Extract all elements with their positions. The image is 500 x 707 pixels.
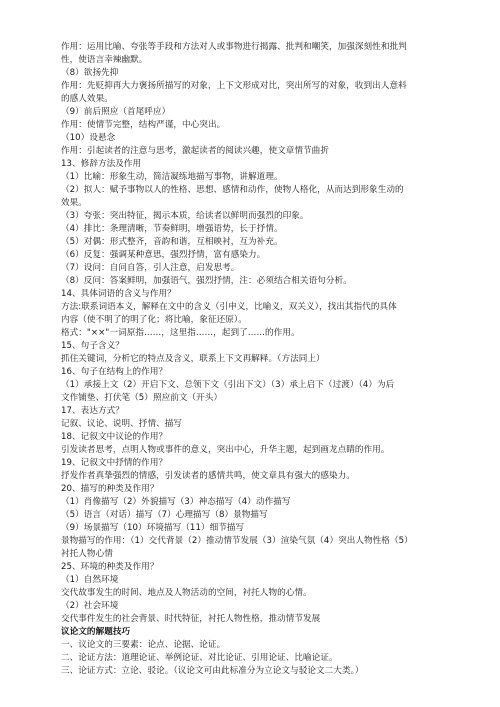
list-item: （1）肖像描写（2）外貌描写（3）神态描写（4）动作描写	[61, 497, 291, 507]
list-item: （4）排比：条理清晰，节奏鲜明，增强语势，长于抒情。	[61, 224, 283, 234]
text-line: 记叙、议论、说明、抒情、描写	[61, 419, 183, 429]
text-line: 作用：引起读者的注意与思考，激起读者的阅读兴趣，使文章情节曲折	[61, 146, 329, 156]
list-item: （3）夸张：突出特征，揭示本质，给读者以鲜明而强烈的印象。	[61, 211, 309, 221]
text-line: 三、论证方式：立论、驳论。（议论文可由此标准分为立论文与驳论文二大类。）	[61, 666, 364, 676]
section-heading: 14、具体词语的含义与作用？	[61, 289, 176, 299]
list-item: （1）比喻：形象生动，简洁凝练地描写事物，讲解道理。	[61, 172, 283, 182]
text-line: 内容（使不明了的明了化；将比喻，象征还原）。	[61, 315, 247, 325]
section-heading: 25、环境的种类及作用？	[61, 562, 159, 572]
text-line: 作用：运用比喻、夸张等手段和方法对人或事物进行揭露、批判和嘲笑，加强深刻性和批判	[61, 42, 407, 52]
text-line: 二、论证方法：道理论证、举例论证、对比论证、引用论证、比喻论证。	[61, 653, 338, 663]
section-subheading: （8）欲扬先抑	[61, 68, 119, 78]
list-item: （9）场景描写（10）环境描写（11）细节描写	[61, 523, 245, 533]
section-subheading: （9）前后照应（首尾呼应）	[61, 107, 171, 117]
list-item: （1）自然环境	[61, 575, 119, 585]
section-subheading: （10）设悬念	[61, 133, 116, 143]
section-heading: 19、记叙文中抒情的作用？	[61, 458, 168, 468]
text-line: 效果。	[61, 198, 87, 208]
section-heading: 15、句子含义？	[61, 341, 124, 351]
text-line: 交代故事发生的时间、地点及人物活动的空间，衬托人物的心情。	[61, 588, 312, 598]
text-line: 文作铺垫、打伏笔（5）照应前文（开头）	[61, 393, 223, 403]
bold-section-heading: 议论文的解题技巧	[61, 627, 131, 637]
section-heading: 20、描写的种类及作用？	[61, 484, 159, 494]
text-line: （1）承接上文（2）开启下文、总领下文（引出下文）（3）承上启下（过渡）（4）为后	[61, 380, 395, 390]
text-line: 性，使语言幸辣幽默。	[61, 55, 148, 65]
text-line: 一、议论文的三要素：论点、论据、论证。	[61, 640, 226, 650]
section-heading: 17、表达方式？	[61, 406, 124, 416]
text-line: 交代事件发生的社会背景、时代特征，衬托人物性格，推动情节发展	[61, 614, 321, 624]
text-line: 景物描写的作用：（1）交代背景（2）推动情节发展（3）渲染气氛（4）突出人物性格（5）	[61, 536, 413, 546]
list-item: （5）对偶：形式整齐，音韵和谐，互相映衬，互为补充。	[61, 237, 283, 247]
text-line: 衬托人物心情	[61, 549, 113, 559]
text-line: 的感人效果。	[61, 94, 113, 104]
list-item: （7）设问：自问自答，引人注意，启发思考。	[61, 263, 240, 273]
text-line: 格式："××"一词原指……，这里指……，起到了……的作用。	[61, 328, 300, 338]
list-item: （2）拟人：赋予事物以人的性格、思想、感情和动作，使物人格化，从而达到形象生动的	[61, 185, 404, 195]
list-item: （2）社会环境	[61, 601, 119, 611]
document-body	[61, 41, 456, 678]
text-line: 作用：先贬抑再大力褒扬所描写的对象，上下文形成对比，突出所写的对象，收到出人意料	[61, 81, 407, 91]
text-line: 作用：使情节完整，结构严谨，中心突出。	[61, 120, 226, 130]
section-heading: 18、记叙文中议论的作用？	[61, 432, 168, 442]
text-line: 引发读者思考，点明人物或事件的意义，突出中心，升华主题，起到画龙点睛的作用。	[61, 445, 390, 455]
list-item: （6）反复：强调某种意思，强烈抒情，富有感染力。	[61, 250, 266, 260]
text-line: 抓住关键词，分析它的特点及含义，联系上下文再解释。（方法同上）	[61, 354, 325, 364]
list-item: （8）反问：答案鲜明，加强语气，强烈抒情，注：必须结合相关语句分析。	[61, 276, 352, 286]
list-item: （5）语言（对话）描写（7）心理描写（8）景物描写	[61, 510, 268, 520]
text-line: 方法:联系词语本义，解释在文中的含义（引申义，比喻义，双关义），找出其指代的具体	[61, 302, 397, 312]
section-heading: 16、句子在结构上的作用？	[61, 367, 168, 377]
text-line: 抒发作者真挚强烈的情感，引发读者的感情共鸣，使文章具有强大的感染力。	[61, 471, 355, 481]
section-heading: 13、修辞方法及作用	[61, 159, 142, 169]
